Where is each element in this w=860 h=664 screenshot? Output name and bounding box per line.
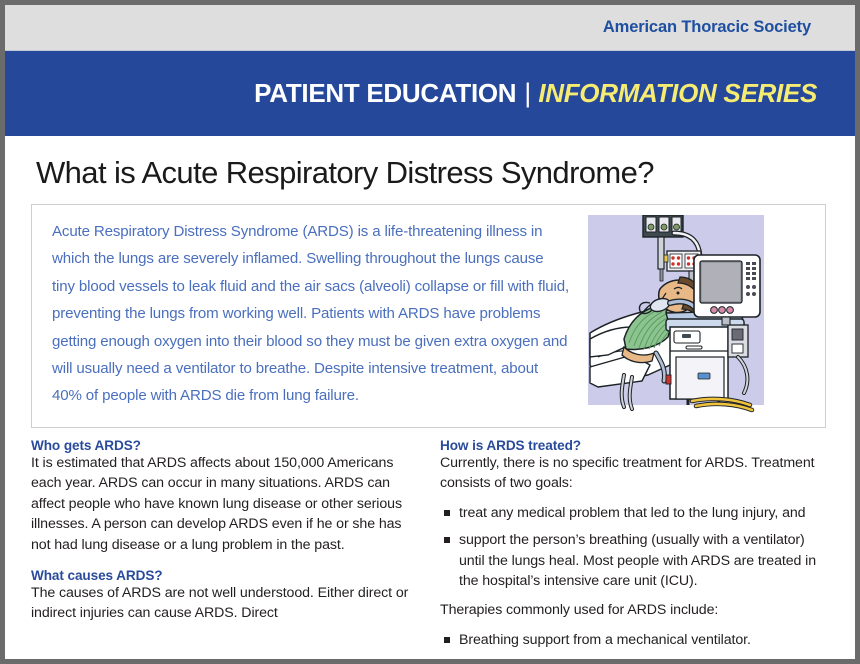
therapies-lead-in: Therapies commonly used for ARDS include: [440, 602, 719, 619]
intro-callout-box [31, 204, 826, 428]
banner-text-group [254, 78, 817, 109]
banner-primary-label: PATIENT EDUCATION [254, 78, 517, 108]
banner-divider: | [524, 78, 532, 108]
left-column [31, 438, 418, 659]
page-title: What is Acute Respiratory Distress Syndrome? [36, 155, 654, 190]
list-item: support the person’s breathing (usually with a ventilator) until the lungs heal. Most people with ARDS are treated in the hospital’s intensive care unit (ICU). [440, 530, 829, 591]
list-item: treat any medical problem that led to the lung injury, and [440, 503, 829, 523]
treatment-intro-text: Currently, there is no specific treatment for ARDS. Treatment consists of two goals: [440, 455, 815, 492]
masthead [5, 5, 855, 51]
organization-name: American Thoracic Society [602, 18, 811, 36]
series-banner [5, 51, 855, 138]
intro-paragraph: Acute Respiratory Distress Syndrome (ARDS) is a life-threatening illness in which the lungs are severely inflamed. Swelling throughout the lungs cause tiny blood vessels to leak fluid and the air sacs (alveoli) collapse or fill with fluid, preventing the lungs from working well. Patients with ARDS have problems getting enough oxygen into their blood so they must be given extra oxygen and will usually need a ventilator to breathe. Despite intensive treatment, about 40% of people with ARDS die from lung failure. [52, 223, 570, 405]
section-heading-how-is-ards-treated: How is ARDS treated? [440, 438, 582, 453]
illustration-container [584, 205, 825, 427]
document-page [5, 5, 855, 659]
list-item: Breathing support from a mechanical ventilator. [440, 630, 829, 650]
section-body-what-causes-ards: The causes of ARDS are not well understood. Either direct or indirect injuries can cause ARDS. Direct [31, 585, 409, 622]
section-heading-what-causes-ards: What causes ARDS? [31, 568, 163, 584]
section-body-who-gets-ards: It is estimated that ARDS affects about 150,000 Americans each year. ARDS can occur in many situations. ARDS can affect people who have known lung disease or other serious illnesses. A person can develop ARDS even if he or she has not had lung disease or a lung problem in the past. [31, 455, 402, 553]
therapies-list [440, 630, 829, 650]
treatment-goals-list [440, 503, 829, 592]
section-heading-who-gets-ards: Who gets ARDS? [31, 438, 141, 453]
right-column [440, 438, 829, 659]
body-columns [5, 428, 855, 659]
banner-secondary-label: INFORMATION SERIES [538, 78, 817, 108]
ventilator-patient-illustration [588, 215, 784, 415]
